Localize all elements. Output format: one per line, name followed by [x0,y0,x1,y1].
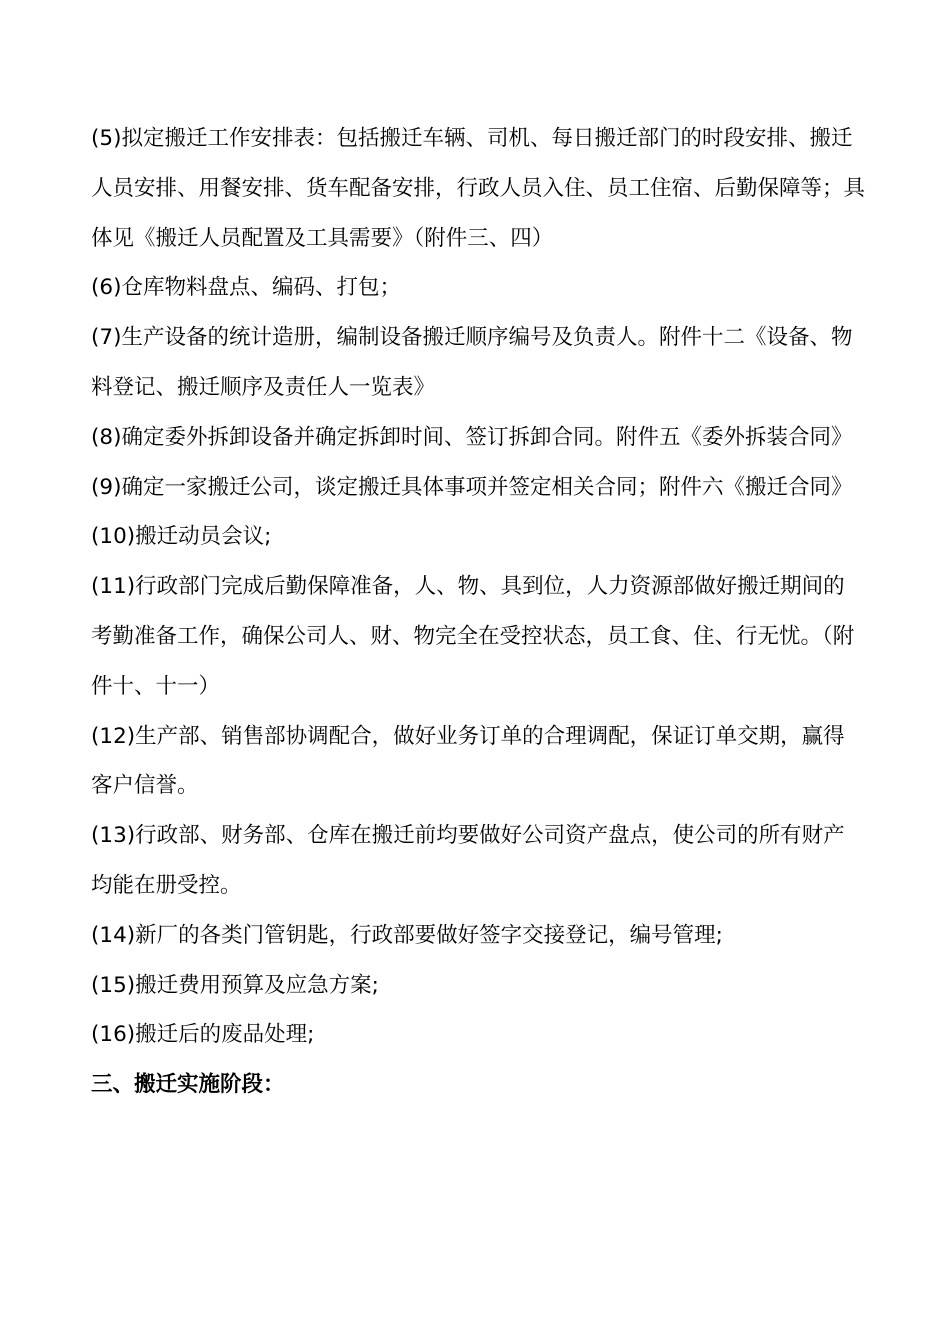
paragraph-item-8: (8)确定委外拆卸设备并确定拆卸时间、签订拆卸合同。附件五《委外拆装合同》 [91,424,853,450]
section-heading: 三、搬迁实施阶段： [91,1072,285,1098]
paragraph-item-5: (5)拟定搬迁工作安排表：包括搬迁车辆、司机、每日搬迁部门的时段安排、搬迁人员安排、用餐安排、货车配备安排，行政人员入住、员工住宿、后勤保障等；具体见《搬迁人员配置及工具需要》（附件三、四） [91,126,866,251]
paragraph-item-10: (10)搬迁动员会议; [91,524,272,550]
document-body [91,114,866,1110]
paragraph-item-16: (16)搬迁后的废品处理; [91,1022,315,1048]
paragraph-item-13: (13)行政部、财务部、仓库在搬迁前均要做好公司资产盘点，使公司的所有财产均能在册受控。 [91,823,845,898]
paragraph-item-11: (11)行政部门完成后勤保障准备，人、物、具到位，人力资源部做好搬迁期间的考勤准备工作，确保公司人、财、物完全在受控状态，员工食、住、行无忧。（附件十、十一） [91,574,855,699]
paragraph-item-6: (6)仓库物料盘点、编码、打包； [91,275,401,301]
paragraph-item-7: (7)生产设备的统计造册，编制设备搬迁顺序编号及负责人。附件十二《设备、物料登记、搬迁顺序及责任人一览表》 [91,325,853,400]
paragraph-item-14: (14)新厂的各类门管钥匙，行政部要做好签字交接登记，编号管理; [91,922,723,948]
paragraph-item-15: (15)搬迁费用预算及应急方案; [91,972,379,998]
paragraph-item-9: (9)确定一家搬迁公司，谈定搬迁具体事项并签定相关合同；附件六《搬迁合同》 [91,474,853,500]
paragraph-item-12: (12)生产部、销售部协调配合，做好业务订单的合理调配，保证订单交期，赢得客户信誉。 [91,723,845,799]
